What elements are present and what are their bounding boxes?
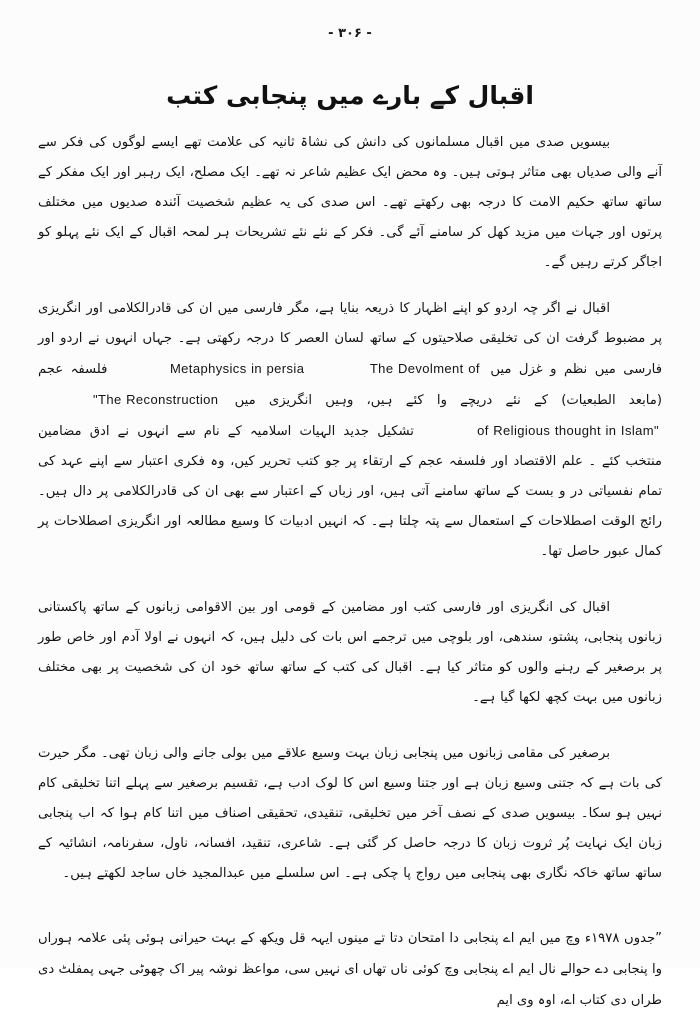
document-body — [38, 128, 662, 1016]
paragraph-2-segment-a: اقبال نے اگر چہ اردو کو اپنے اظہار کا ذریعہ بنایا ہے، مگر فارسی میں ان کی قادرالکلامی اور انگریزی پر مضبوط گرفت ان کی تخلیقی صلاحیتوں کے ساتھ لسان العصر کا درجہ رکھتی ہے۔ جہاں انہوں نے اردو اور فارسی میں نظم و غزل میں — [38, 301, 662, 377]
quote-spacer — [38, 905, 662, 923]
english-title-devolment: The Devolment of — [369, 361, 480, 376]
english-title-metaphysics: Metaphysics in persia — [169, 361, 305, 376]
page-number: - ۳۰۶ - — [328, 26, 372, 41]
paragraph-3: اقبال کی انگریزی اور فارسی کتب اور مضامین کے قومی اور بین الاقوامی زبانوں کے ساتھ پاکستانی زبانوں پنجابی، پشتو، سندھی، اور بلوچی میں ترجمے اس بات کی دلیل ہیں، کہ انہوں نے اولا آدم اور خاص طور پر برصغیر کے رہنے والوں کو متاثر کیا ہے۔ اقبال کی کتب کے ساتھ ساتھ خود ان کی شخصیت پر بھی مختلف زبانوں میں بہت کچھ لکھا گیا ہے۔ — [38, 600, 662, 705]
paragraph-2-segment-c: تشکیل جدید الہیات اسلامیہ کے نام سے انہوں نے ادق مضامین منتخب کئے ۔ علم الاقتصاد اور فلسفہ عجم کے ارتقاء پر جو کتب تحریر کیں، وہ فکری اعتبار سے اپنے عہد کی تمام نفسیاتی در و بست کے ساتھ سامنے آتی ہیں، اور زباں کے اعتبار سے بھی ان کی قادرالکلامی پر دال ہیں۔ رائج الوقت اصطلاحات کے استعمال سے پتہ چلتا ہے۔ کہ انہیں ادبیات کا وسیع مطالعہ اور انگریزی اصطلاحات پر کمال عبور حاصل تھا۔ — [38, 424, 662, 559]
paragraph-2 — [38, 294, 662, 567]
page-title: اقبال کے بارے میں پنجابی کتب — [166, 80, 534, 110]
blockquote-sajid: ”جدوں ۱۹۷۸ء وچ میں ایم اے پنجابی دا امتحان دتا تے مینوں ایہہ قل ویکھ کے بہت حیرانی ہوئی پئی علامہ ہوراں وا پنجابی دے حوالے نال ایم اے پنجابی وچ کوئی ناں تھاں ای نہیں سی، مواعظ نوشہ پیر اک چھوٹی جہی پمفلٹ دی طراں دی کتاب اے، اوہ وی ایم — [38, 931, 663, 1008]
english-title-reconstruction: "The Reconstruction — [93, 392, 219, 407]
paragraph-4: برصغیر کی مقامی زبانوں میں پنجابی زبان بہت وسیع علاقے میں بولی جانے والی زبان تھی۔ مگر حیرت کی بات ہے کہ جتنی وسیع زبان ہے اور جتنا وسیع اس کا لوک ادب ہے، تقسیم برصغیر سے پہلے اتنا تخلیقی کام نہیں ہو سکا۔ بیسویں صدی کے نصف آخر میں تخلیقی، تنقیدی، تحقیقی اصناف میں اتنا کام ہوا کہ اب پنجابی زبان ایک نہایت پُر ثروت زبان کا درجہ حاصل کر گئی ہے۔ شاعری، تنقید، افسانہ، ناول، سفرنامہ، انشائیہ کے ساتھ ساتھ خاکہ نگاری بھی پنجابی میں رواج پا چکی ہے۔ اس سلسلے میں عبدالمجید خاں ساجد لکھتے ہیں۔ — [38, 746, 662, 881]
paragraph-spacer — [38, 583, 662, 593]
paragraph-spacer — [38, 729, 662, 739]
paragraph-1: بیسویں صدی میں اقبال مسلمانوں کی دانش کی نشاۃ ثانیہ کی علامت تھے ایسے لوگوں کی فکر سے آنے والی صدیاں بھی متاثر ہوتی ہیں۔ وہ محض ایک عظیم شاعر نہ تھے۔ ایک مصلح، ایک رہبر اور ایک مفکر کے ساتھ ساتھ حکیم الامت کا درجہ بھی رکھتے تھے۔ اس صدی کی یہ عظیم شخصیت آئندہ صدیوں میں مختلف پرتوں اور جہات میں مزید کھل کر سامنے آئے گی۔ فکر کے نئے نئے تشریحات ہر لمحہ اقبال کے ایک نئے پہلو کو اجاگر کرتے رہیں گے۔ — [38, 135, 662, 270]
paragraph-2-segment-b: فلسفہ عجم (مابعد الطبعیات) کے نئے دریچے وا کئے ہیں، وہیں انگریزی میں — [38, 362, 662, 408]
english-title-religious-thought: of Religious thought in Islam" — [477, 423, 660, 438]
